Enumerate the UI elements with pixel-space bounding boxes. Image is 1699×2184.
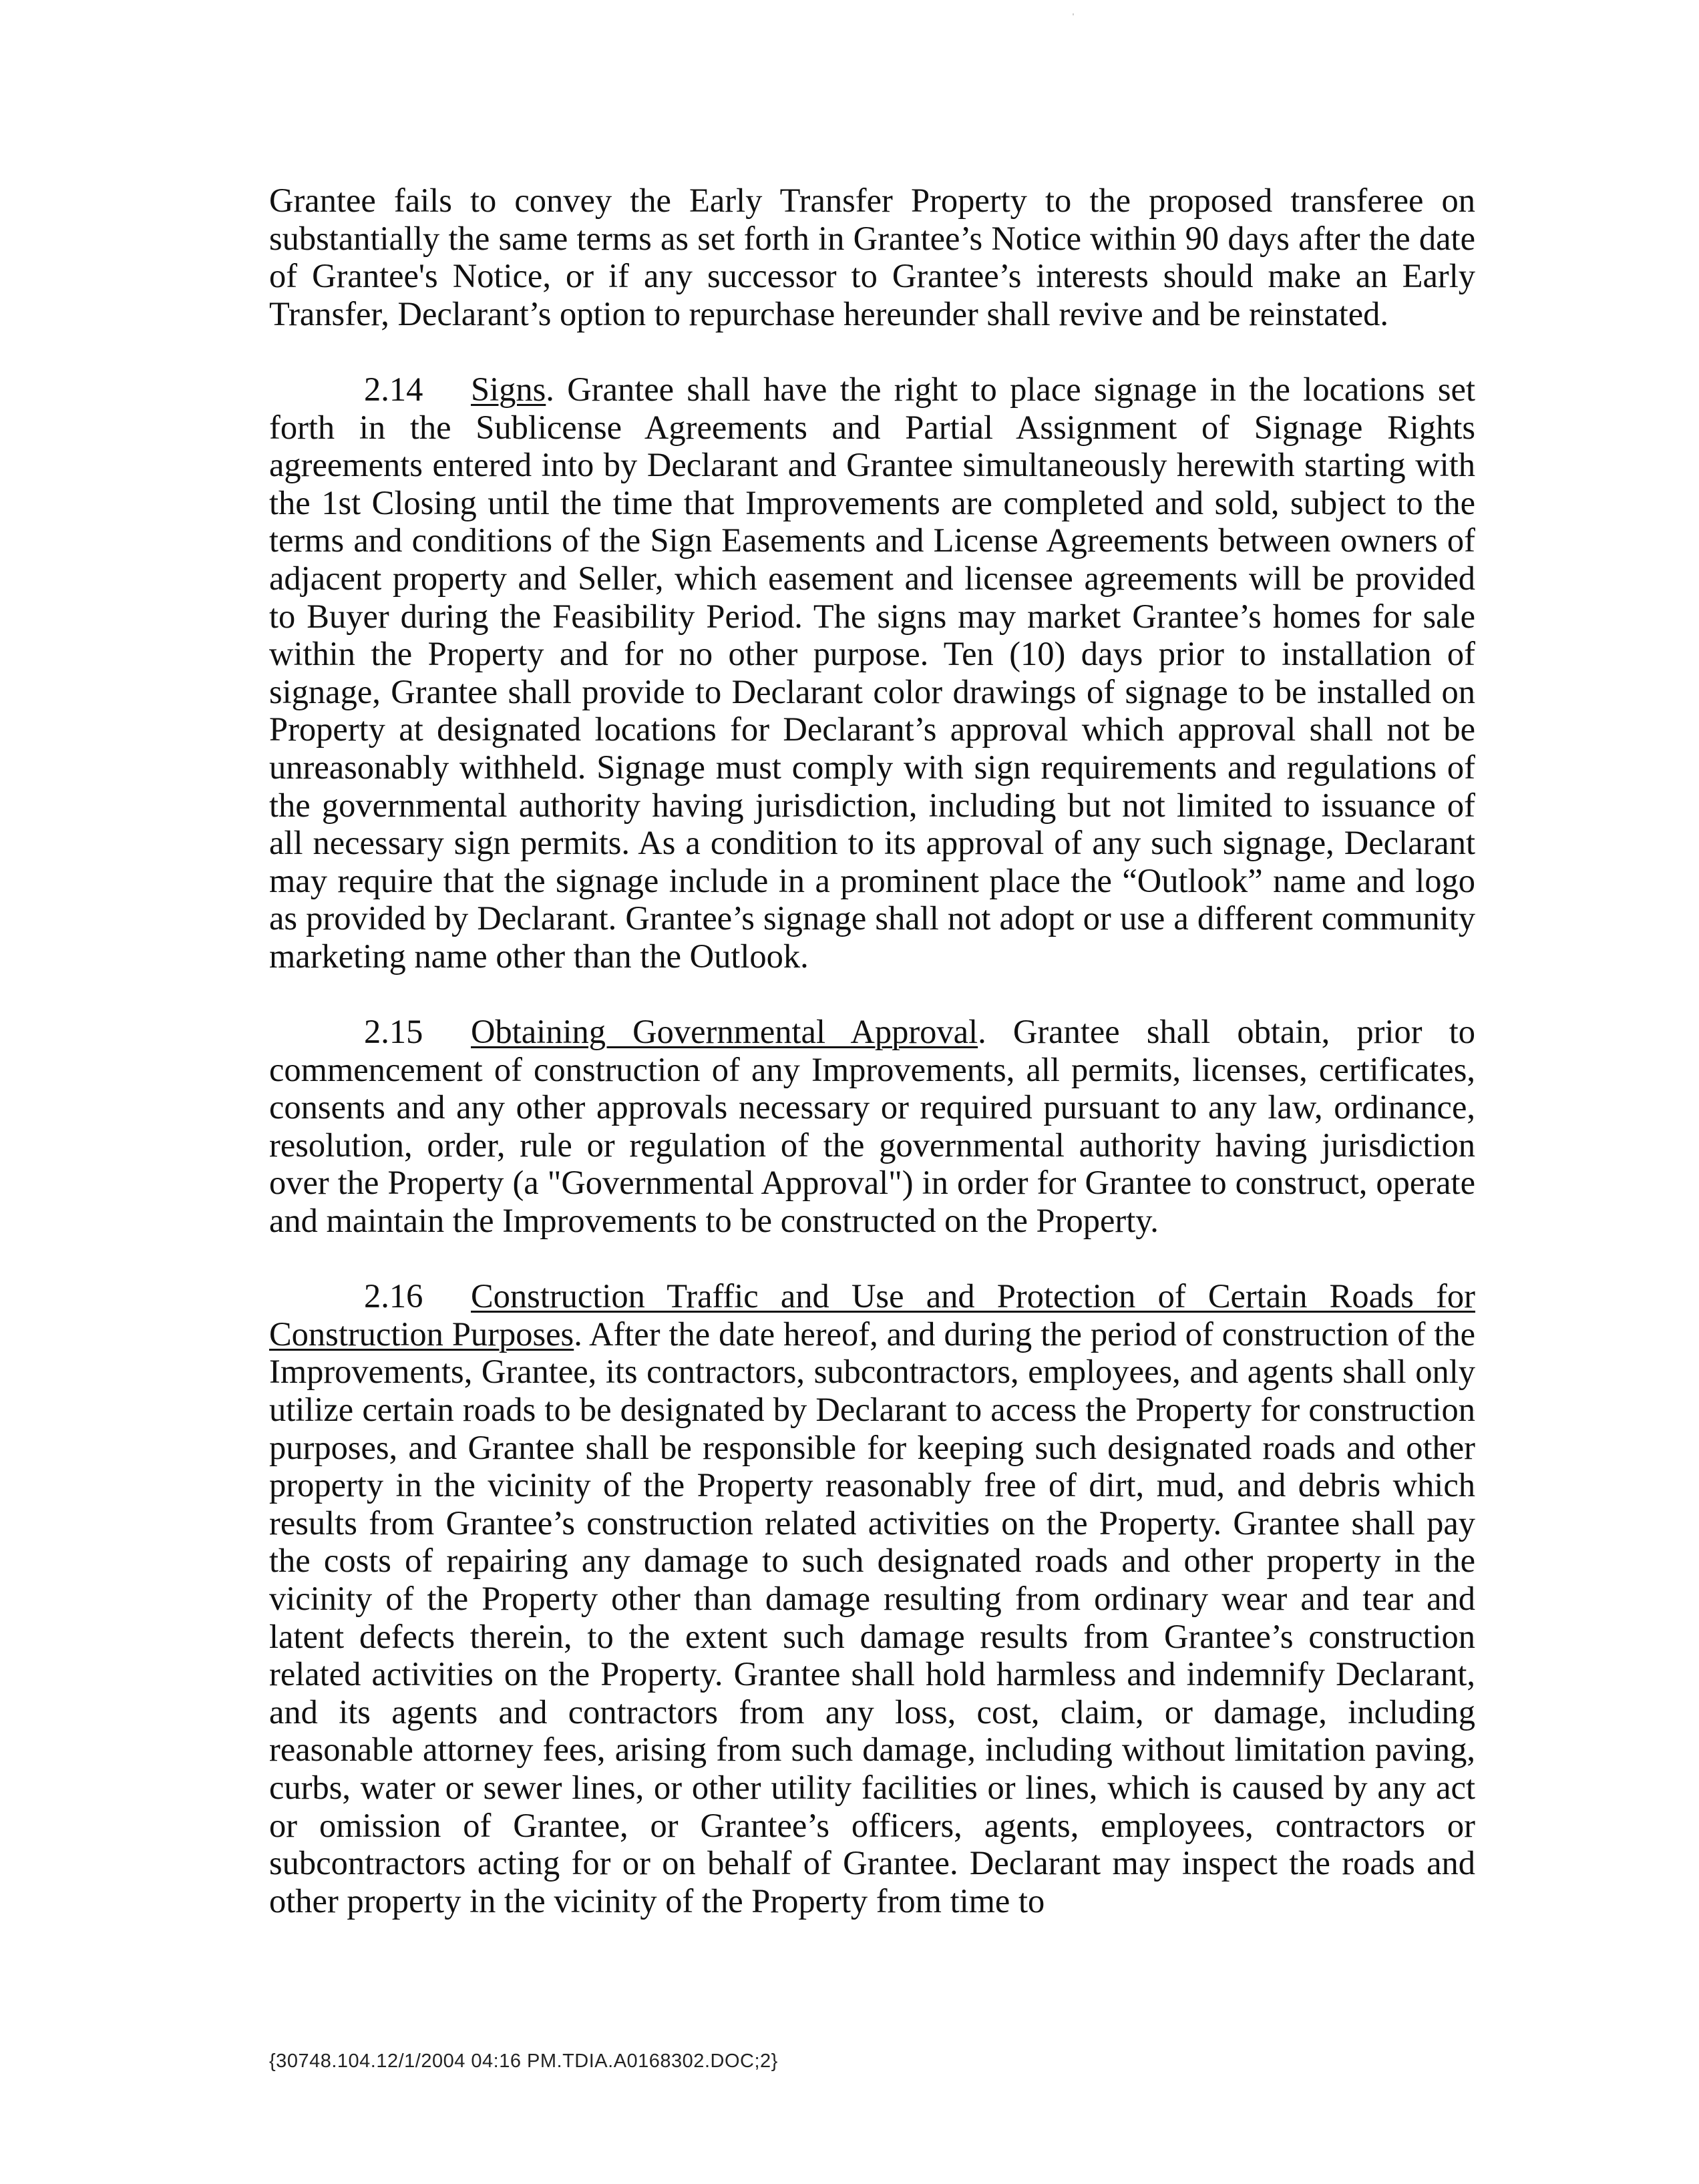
continuation-paragraph: Grantee fails to convey the Early Transfer Property to the proposed transferee on substantially the same terms as set forth in Grantee’s Notice within 90 days after the date of Grantee's Notice, or if any successor to Grantee’s interests should make an Early Transfer, Declarant’s option to repurchase hereunder shall revive and be reinstated. <box>269 182 1475 333</box>
section-body: . Grantee shall have the right to place signage in the locations set forth in the Sublicense Agreements and Partial Assignment of Signage Rights agreements entered into by Declarant and Grantee simultaneously herewith starting with the 1st Closing until the time that Improvements are completed and sold, subject to the terms and conditions of the Sign Easements and License Agreements between owners of adjacent property and Seller, which easement and licensee agreements will be provided to Buyer during the Feasibility Period. The signs may market Grantee’s homes for sale within the Property and for no other purpose. Ten (10) days prior to installation of signage, Grantee shall provide to Declarant color drawings of signage to be installed on Property at designated locations for Declarant’s approval which approval shall not be unreasonably withheld. Signage must comply with sign requirements and regulations of the governmental authority having jurisdiction, including but not limited to issuance of all necessary sign permits. As a condition to its approval of any such signage, Declarant may require that the signage include in a prominent place the “Outlook” name and logo as provided by Declarant. Grantee’s signage shall not adopt or use a different community marketing name other than the Outlook. <box>269 370 1475 975</box>
section-heading: Signs <box>471 370 546 408</box>
section-2-15 <box>269 1013 1475 1240</box>
document-footer-id: {30748.104.12/1/2004 04:16 PM.TDIA.A0168302.DOC;2} <box>269 2050 778 2072</box>
section-heading: Obtaining Governmental Approval <box>471 1013 978 1051</box>
section-2-16 <box>269 1277 1475 1920</box>
document-body <box>269 182 1475 1958</box>
scan-speck <box>1073 13 1074 15</box>
section-2-14 <box>269 371 1475 975</box>
section-number: 2.14 <box>364 370 423 408</box>
section-number: 2.15 <box>364 1013 423 1051</box>
section-heading: Construction Traffic and Use and Protection of Certain Roads for Construction Purposes <box>269 1277 1475 1353</box>
section-number: 2.16 <box>364 1277 423 1315</box>
section-body: . Grantee shall obtain, prior to commencement of construction of any Improvements, all permits, licenses, certificates, consents and any other approvals necessary or required pursuant to any law, ordinance, resolution, order, rule or regulation of the governmental authority having jurisdiction over the Property (a "Governmental Approval") in order for Grantee to construct, operate and maintain the Improvements to be constructed on the Property. <box>269 1013 1475 1240</box>
section-body: . After the date hereof, and during the period of construction of the Improvements, Grantee, its contractors, subcontractors, employees, and agents shall only utilize certain roads to be designated by Declarant to access the Property for construction purposes, and Grantee shall be responsible for keeping such designated roads and other property in the vicinity of the Property reasonably free of dirt, mud, and debris which results from Grantee’s construction related activities on the Property. Grantee shall pay the costs of repairing any damage to such designated roads and other property in the vicinity of the Property other than damage resulting from ordinary wear and tear and latent defects therein, to the extent such damage results from Grantee’s construction related activities on the Property. Grantee shall hold harmless and indemnify Declarant, and its agents and contractors from any loss, cost, claim, or damage, including reasonable attorney fees, arising from such damage, including without limitation paving, curbs, water or sewer lines, or other utility facilities or lines, which is caused by any act or omission of Grantee, or Grantee’s officers, agents, employees, contractors or subcontractors acting for or on behalf of Grantee. Declarant may inspect the roads and other property in the vicinity of the Property from time to <box>269 1315 1476 1920</box>
